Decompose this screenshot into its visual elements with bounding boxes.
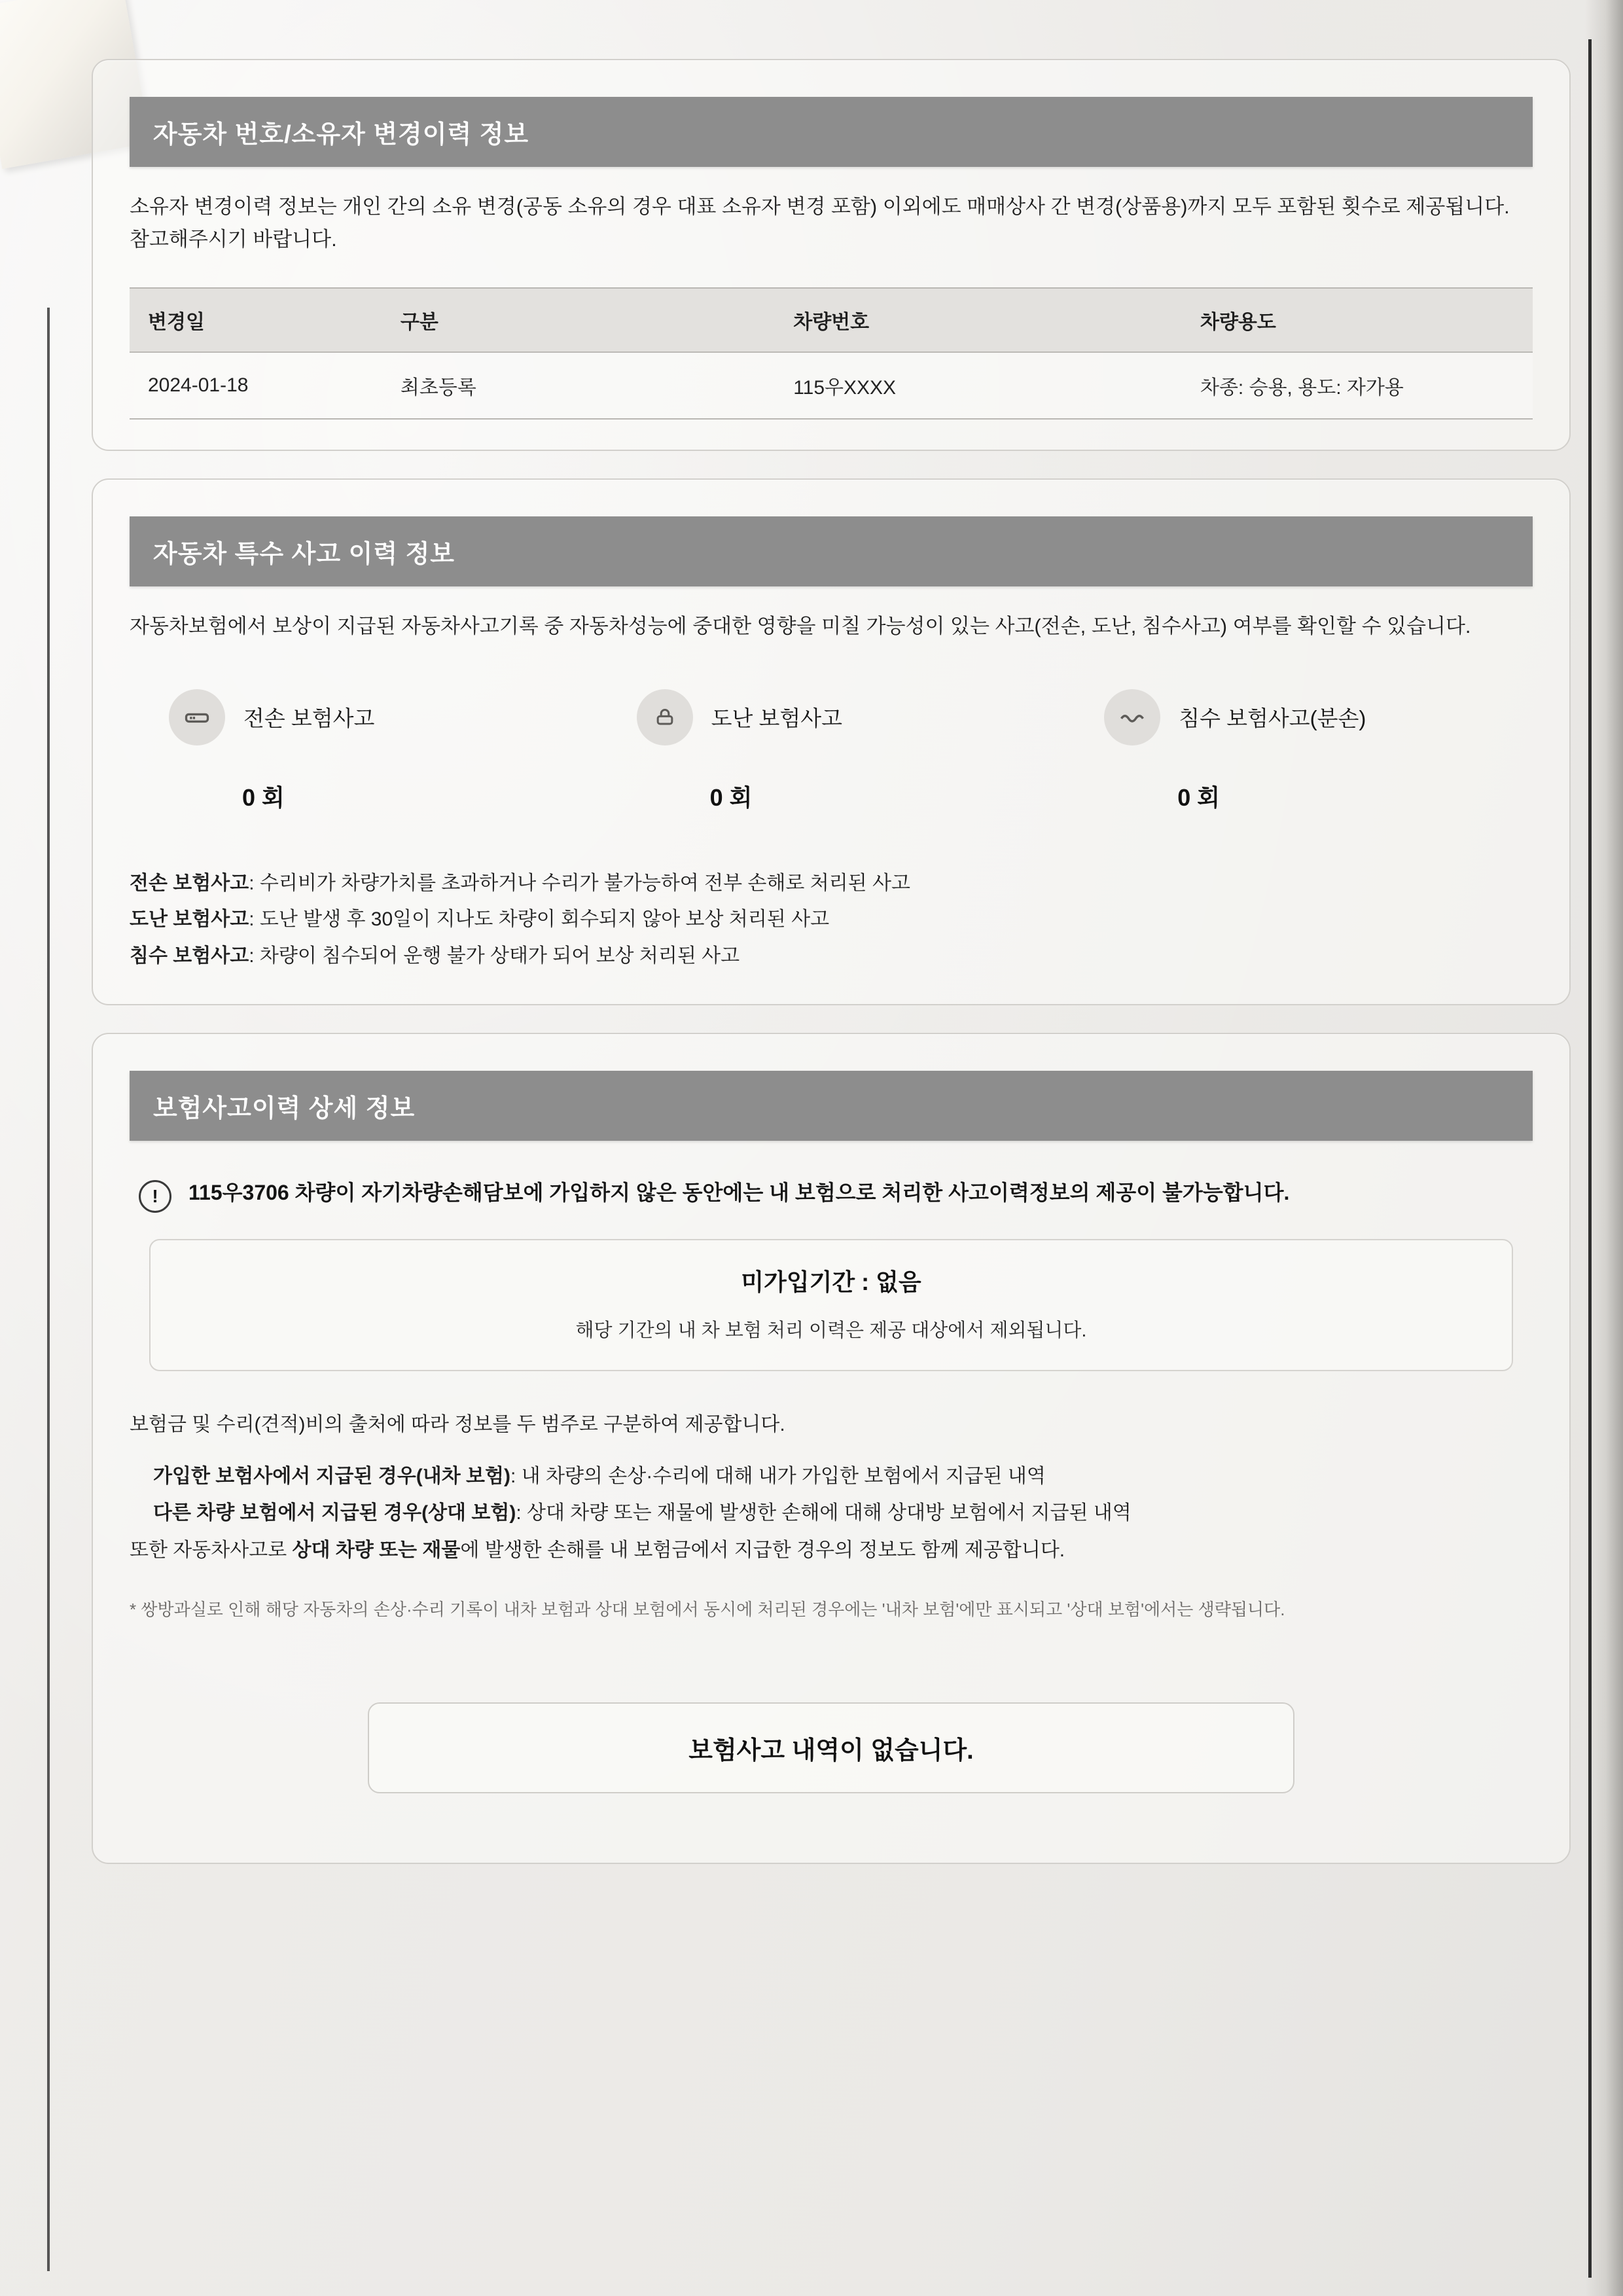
col-header-category: 구분	[382, 289, 775, 352]
col-header-vehicle-use: 차량용도	[1182, 289, 1533, 352]
table-body	[130, 352, 1533, 418]
col-header-plate-number: 차량번호	[775, 289, 1182, 352]
bullet-term-own-insurance: 가입한 보험사에서 지급된 경우(내차 보험)	[153, 1465, 510, 1488]
bullet-own-insurance	[153, 1458, 1533, 1495]
special-accident-summary	[130, 689, 1533, 813]
no-accident-result-box: 보험사고 내역이 없습니다.	[368, 1702, 1294, 1793]
uncovered-period-title: 미가입기간 : 없음	[741, 1268, 921, 1296]
page-left-border-line	[47, 308, 50, 2271]
table-header-row	[130, 289, 1533, 352]
cell-category: 최초등록	[382, 352, 775, 418]
summary-item-head	[169, 689, 374, 745]
section-ownership-change	[92, 59, 1571, 451]
ownership-history-table-wrap	[130, 287, 1533, 420]
summary-label-total-loss: 전손 보험사고	[243, 706, 375, 731]
section-intro-ownership-change: 소유자 변경이력 정보는 개인 간의 소유 변경(공동 소유의 경우 대표 소유자 변경 포함) 이외에도 매매상사 간 변경(상품용)까지 모두 포함된 횟수로 제공됩니다. 참고해주시기 바랍니다.	[130, 195, 1510, 251]
uncovered-period-panel	[149, 1239, 1513, 1371]
summary-count-total-loss: 0 회	[242, 783, 285, 811]
summary-label-flood: 침수 보험사고(분손)	[1179, 706, 1366, 731]
col-header-change-date: 변경일	[130, 289, 382, 352]
cell-change-date: 2024-01-18	[130, 352, 382, 418]
insurance-notice	[130, 1170, 1533, 1213]
cell-vehicle-use: 차종: 승용, 용도: 자가용	[1182, 352, 1533, 418]
insurance-footnote: * 쌍방과실로 인해 해당 자동차의 손상·수리 기록이 내차 보험과 상대 보험에서 동시에 처리된 경우에는 '내차 보험'에만 표시되고 '상대 보험'에서는 생략됩니다.	[130, 1600, 1285, 1620]
wave-flood-icon	[1104, 689, 1160, 745]
insurance-bullets	[153, 1458, 1533, 1531]
table-header	[130, 289, 1533, 352]
paragraph-2-bold: 상대 차량 또는 재물	[292, 1539, 461, 1562]
section-insurance-detail	[92, 1033, 1571, 1864]
page-right-border-line	[1588, 39, 1592, 2278]
bullet-other-insurance	[153, 1495, 1533, 1532]
exclamation-icon: !	[139, 1180, 171, 1213]
definition-term-flood: 침수 보험사고	[130, 944, 249, 967]
definition-term-theft: 도난 보험사고	[130, 908, 249, 931]
cell-plate-number: 115우XXXX	[775, 352, 1182, 418]
definition-total-loss	[130, 865, 1533, 902]
bullet-desc-other-insurance: : 상대 차량 또는 재물에 발생한 손해에 대해 상대방 보험에서 지급된 내역	[516, 1501, 1132, 1524]
insurance-notice-text: 115우3706 차량이 자기차량손해담보에 가입하지 않은 동안에는 내 보험으로 처리한 사고이력정보의 제공이 불가능합니다.	[188, 1181, 1290, 1205]
uncovered-period-subtitle: 해당 기간의 내 차 보험 처리 이력은 제공 대상에서 제외됩니다.	[575, 1320, 1087, 1342]
definition-flood	[130, 938, 1533, 975]
car-total-loss-icon	[169, 689, 225, 745]
definition-desc-total-loss: : 수리비가 차량가치를 초과하거나 수리가 불가능하여 전부 손해로 처리된 사고	[249, 872, 910, 894]
bullet-term-other-insurance: 다른 차량 보험에서 지급된 경우(상대 보험)	[153, 1501, 516, 1524]
definition-desc-theft: : 도난 발생 후 30일이 지나도 차량이 회수되지 않아 보상 처리된 사고	[249, 908, 830, 931]
summary-item-head	[1104, 689, 1366, 745]
definition-desc-flood: : 차량이 침수되어 운행 불가 상태가 되어 보상 처리된 사고	[249, 944, 740, 967]
summary-item-total-loss	[130, 689, 597, 813]
bullet-desc-own-insurance: : 내 차량의 손상·수리에 대해 내가 가입한 보험에서 지급된 내역	[510, 1465, 1046, 1488]
ownership-history-table	[130, 289, 1533, 418]
section-special-accident	[92, 478, 1571, 1005]
summary-label-theft: 도난 보험사고	[711, 706, 843, 731]
section-intro-special-accident: 자동차보험에서 보상이 지급된 자동차사고기록 중 자동차성능에 중대한 영향을 미칠 가능성이 있는 사고(전손, 도난, 침수사고) 여부를 확인할 수 있습니다.	[130, 615, 1471, 638]
section-title-special-accident: 자동차 특수 사고 이력 정보	[130, 516, 1533, 586]
summary-item-head	[637, 689, 842, 745]
section-title-insurance-detail: 보험사고이력 상세 정보	[130, 1071, 1533, 1141]
summary-item-theft	[597, 689, 1065, 813]
document-content	[92, 59, 1571, 1892]
paragraph-2-post: 에 발생한 손해를 내 보험금에서 지급한 경우의 정보도 함께 제공합니다.	[460, 1539, 1065, 1562]
insurance-paragraph: 보험금 및 수리(견적)비의 출처에 따라 정보를 두 범주로 구분하여 제공합니다.	[130, 1414, 785, 1436]
paragraph-2-pre: 또한 자동차사고로	[130, 1539, 293, 1562]
special-accident-definitions	[130, 865, 1533, 975]
table-row	[130, 352, 1533, 418]
definition-theft	[130, 901, 1533, 938]
summary-item-flood	[1065, 689, 1533, 813]
section-title-ownership-change: 자동차 번호/소유자 변경이력 정보	[130, 97, 1533, 167]
lock-theft-icon	[637, 689, 693, 745]
summary-count-flood: 0 회	[1177, 783, 1220, 811]
insurance-paragraph-2	[130, 1534, 1533, 1567]
definition-term-total-loss: 전손 보험사고	[130, 872, 249, 894]
summary-count-theft: 0 회	[709, 783, 753, 811]
